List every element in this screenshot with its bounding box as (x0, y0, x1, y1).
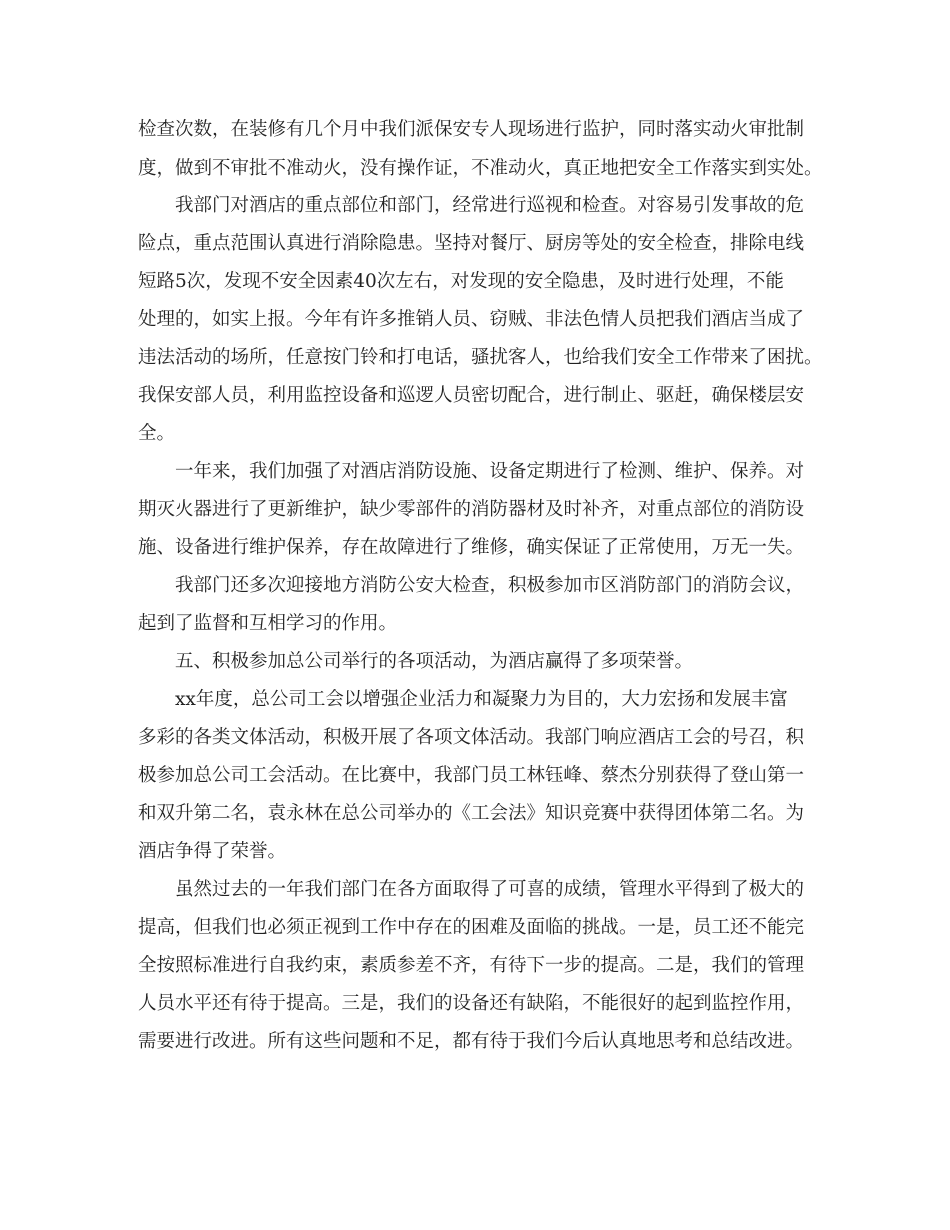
text-line: 短路5次，发现不安全因素40次左右，对发现的安全隐患，及时进行处理，不能 (138, 271, 784, 292)
section-heading: 五、积极参加总公司举行的各项活动，为酒店赢得了多项荣誉。 (175, 651, 694, 672)
text-line: 检查次数，在装修有几个月中我们派保安专人现场进行监护，同时落实动火审批制 (138, 119, 805, 140)
text-line: 违法活动的场所，任意按门铃和打电话，骚扰客人，也给我们安全工作带来了困扰。 (138, 347, 823, 368)
paragraph-start-line: 我部门对酒店的重点部位和部门，经常进行巡视和检查。对容易引发事故的危 (175, 195, 805, 216)
text-line: 施、设备进行维护保养，存在故障进行了维修，确实保证了正常使用，万无一失。 (138, 537, 805, 558)
text-line: 起到了监督和互相学习的作用。 (138, 613, 398, 634)
text-line: 提高，但我们也必须正视到工作中存在的困难及面临的挑战。一是，员工还不能完 (138, 917, 805, 938)
text-line: 需要进行改进。所有这些问题和不足，都有待于我们今后认真地思考和总结改进。 (138, 1031, 805, 1052)
text-line: 和双升第二名，袁永林在总公司举办的《工会法》知识竞赛中获得团体第二名。为 (138, 803, 805, 824)
text-line: 酒店争得了荣誉。 (138, 841, 287, 862)
text-line: 人员水平还有待于提高。三是，我们的设备还有缺陷，不能很好的起到监控作用， (138, 993, 805, 1014)
text-line: 处理的，如实上报。今年有许多推销人员、窃贼、非法色情人员把我们酒店当成了 (138, 309, 805, 330)
text-line: 我保安部人员，利用监控设备和巡逻人员密切配合，进行制止、驱赶，确保楼层安 (138, 385, 805, 406)
text-line: 多彩的各类文体活动，积极开展了各项文体活动。我部门响应酒店工会的号召，积 (138, 727, 805, 748)
paragraph-start-line: 虽然过去的一年我们部门在各方面取得了可喜的成绩，管理水平得到了极大的 (175, 879, 805, 900)
text-line: 度，做到不审批不准动火，没有操作证，不准动火，真正地把安全工作落实到实处。 (138, 158, 823, 179)
text-line: 极参加总公司工会活动。在比赛中，我部门员工林钰峰、蔡杰分别获得了登山第一 (138, 765, 805, 786)
text-line: 全按照标准进行自我约束，素质参差不齐，有待下一步的提高。二是，我们的管理 (138, 955, 805, 976)
paragraph-start-line: 一年来，我们加强了对酒店消防设施、设备定期进行了检测、维护、保养。对 (175, 461, 805, 482)
text-line: 全。 (138, 423, 176, 444)
paragraph-start-line: 我部门还多次迎接地方消防公安大检查，积极参加市区消防部门的消防会议， (175, 575, 805, 596)
text-line: 险点，重点范围认真进行消除隐患。坚持对餐厅、厨房等处的安全检查，排除电线 (138, 233, 805, 254)
text-line: 期灭火器进行了更新维护，缺少零部件的消防器材及时补齐，对重点部位的消防设 (138, 499, 805, 520)
paragraph-start-line: xx年度，总公司工会以增强企业活力和凝聚力为目的，大力宏扬和发展丰富 (175, 689, 788, 710)
